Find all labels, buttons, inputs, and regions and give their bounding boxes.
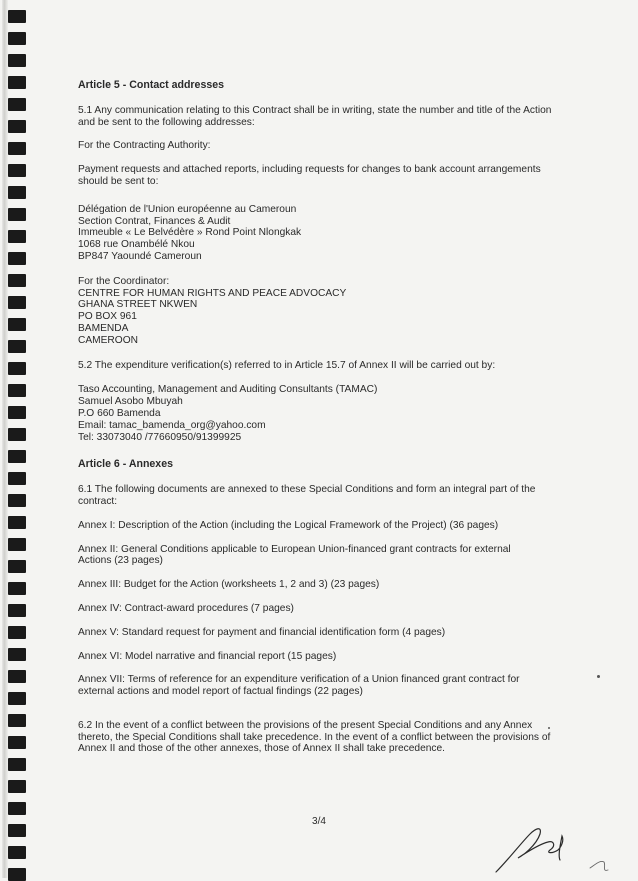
binding-hole bbox=[8, 362, 26, 375]
binding-hole bbox=[8, 32, 26, 45]
annex-item: Annex VII: Terms of reference for an expenditure verification of a Union financed grant contract for external actions and model report of factual findings (22 pages) bbox=[78, 674, 520, 698]
binding-hole bbox=[8, 670, 26, 683]
binding-hole bbox=[8, 516, 26, 529]
annex-item: Annex IV: Contract-award procedures (7 pages) bbox=[78, 602, 294, 614]
address-line: Section Contrat, Finances & Audit bbox=[78, 215, 231, 227]
binding-holes bbox=[8, 0, 28, 878]
binding-hole bbox=[8, 450, 26, 463]
binding-hole bbox=[8, 274, 26, 287]
binding-hole bbox=[8, 560, 26, 573]
annex-item: Annex V: Standard request for payment and financial identification form (4 pages) bbox=[78, 626, 446, 638]
binding-hole bbox=[8, 626, 26, 639]
paper-speck bbox=[548, 727, 550, 729]
address-line: Email: tamac_bamenda_org@yahoo.com bbox=[78, 419, 266, 431]
address-line: CAMEROON bbox=[78, 334, 138, 346]
binding-hole bbox=[8, 846, 26, 859]
address-line: Samuel Asobo Mbuyah bbox=[78, 396, 183, 408]
contracting-authority-address bbox=[78, 204, 566, 263]
binding-hole bbox=[8, 406, 26, 419]
binding-hole bbox=[8, 384, 26, 397]
paper-speck bbox=[597, 675, 600, 678]
address-line: GHANA STREET NKWEN bbox=[78, 299, 198, 311]
binding-hole bbox=[8, 428, 26, 441]
binding-hole bbox=[8, 318, 26, 331]
page-number: 3/4 bbox=[312, 816, 326, 827]
binding-hole bbox=[8, 692, 26, 705]
binding-hole bbox=[8, 758, 26, 771]
contracting-authority-label: For the Contracting Authority: bbox=[78, 140, 211, 152]
binding-hole bbox=[8, 98, 26, 111]
binding-hole bbox=[8, 142, 26, 155]
binding-hole bbox=[8, 340, 26, 353]
binding-hole bbox=[8, 582, 26, 595]
binding-hole bbox=[8, 186, 26, 199]
binding-hole bbox=[8, 10, 26, 23]
binding-hole bbox=[8, 780, 26, 793]
article-6-heading: Article 6 - Annexes bbox=[78, 458, 173, 471]
annex-item: Annex VI: Model narrative and financial report (15 pages) bbox=[78, 650, 337, 662]
address-line: Immeuble « Le Belvédère » Rond Point Nlongkak bbox=[78, 227, 302, 239]
annex-item: Annex III: Budget for the Action (worksheets 1, 2 and 3) (23 pages) bbox=[78, 579, 380, 591]
binding-hole bbox=[8, 802, 26, 815]
binding-hole bbox=[8, 494, 26, 507]
binding-hole bbox=[8, 472, 26, 485]
binding-hole bbox=[8, 120, 26, 133]
spiral-binding bbox=[0, 0, 40, 878]
address-line: P.O 660 Bamenda bbox=[78, 407, 161, 419]
binding-hole bbox=[8, 296, 26, 309]
binding-hole bbox=[8, 868, 26, 881]
address-line: Tel: 33073040 /77660950/91399925 bbox=[78, 431, 242, 443]
binding-hole bbox=[8, 604, 26, 617]
binding-hole bbox=[8, 714, 26, 727]
auditor-address bbox=[78, 384, 566, 443]
coordinator-label: For the Coordinator: bbox=[78, 275, 170, 287]
binding-hole bbox=[8, 648, 26, 661]
paragraph-5-2: 5.2 The expenditure verification(s) referred to in Article 15.7 of Annex II will be carried out by: bbox=[78, 359, 496, 371]
binding-hole bbox=[8, 208, 26, 221]
annex-item: Annex I: Description of the Action (including the Logical Framework of the Project) (36 pages) bbox=[78, 519, 499, 531]
address-line: CENTRE FOR HUMAN RIGHTS AND PEACE ADVOCACY bbox=[78, 287, 347, 299]
binding-hole bbox=[8, 76, 26, 89]
binding-hole bbox=[8, 54, 26, 67]
address-line: Taso Accounting, Management and Auditing Consultants (TAMAC) bbox=[78, 384, 378, 396]
binding-hole bbox=[8, 230, 26, 243]
paragraph-5-1: 5.1 Any communication relating to this Contract shall be in writing, state the number and title of the Action and be sent to the following addresses: bbox=[78, 104, 552, 128]
address-line: BP847 Yaoundé Cameroun bbox=[78, 250, 202, 262]
article-5-heading: Article 5 - Contact addresses bbox=[78, 79, 225, 91]
binding-hole bbox=[8, 538, 26, 551]
coordinator-address bbox=[78, 288, 566, 347]
address-line: PO BOX 961 bbox=[78, 311, 137, 323]
paragraph-6-1: 6.1 The following documents are annexed to these Special Conditions and form an integral part of the contract: bbox=[78, 484, 536, 507]
payment-requests-paragraph: Payment requests and attached reports, including requests for changes to bank account arrangements should be sent to: bbox=[78, 164, 541, 187]
document-body bbox=[78, 76, 566, 755]
handwritten-signature-icon bbox=[478, 820, 628, 878]
address-line: Délégation de l'Union européenne au Cameroun bbox=[78, 203, 297, 215]
paragraph-6-2: 6.2 In the event of a conflict between the provisions of the present Special Conditions and any Annex thereto, the Special Conditions shall take precedence. In the event of a conflict between the provisions of Annex II and those of the other annexes, those of Annex II shall take precedence. bbox=[78, 719, 551, 755]
binding-hole bbox=[8, 164, 26, 177]
binding-hole bbox=[8, 736, 26, 749]
address-line: 1068 rue Onambélé Nkou bbox=[78, 239, 195, 251]
annex-item: Annex II: General Conditions applicable to European Union-financed grant contracts for external Actions (23 pages) bbox=[78, 543, 511, 567]
binding-hole bbox=[8, 252, 26, 265]
address-line: BAMENDA bbox=[78, 322, 129, 334]
